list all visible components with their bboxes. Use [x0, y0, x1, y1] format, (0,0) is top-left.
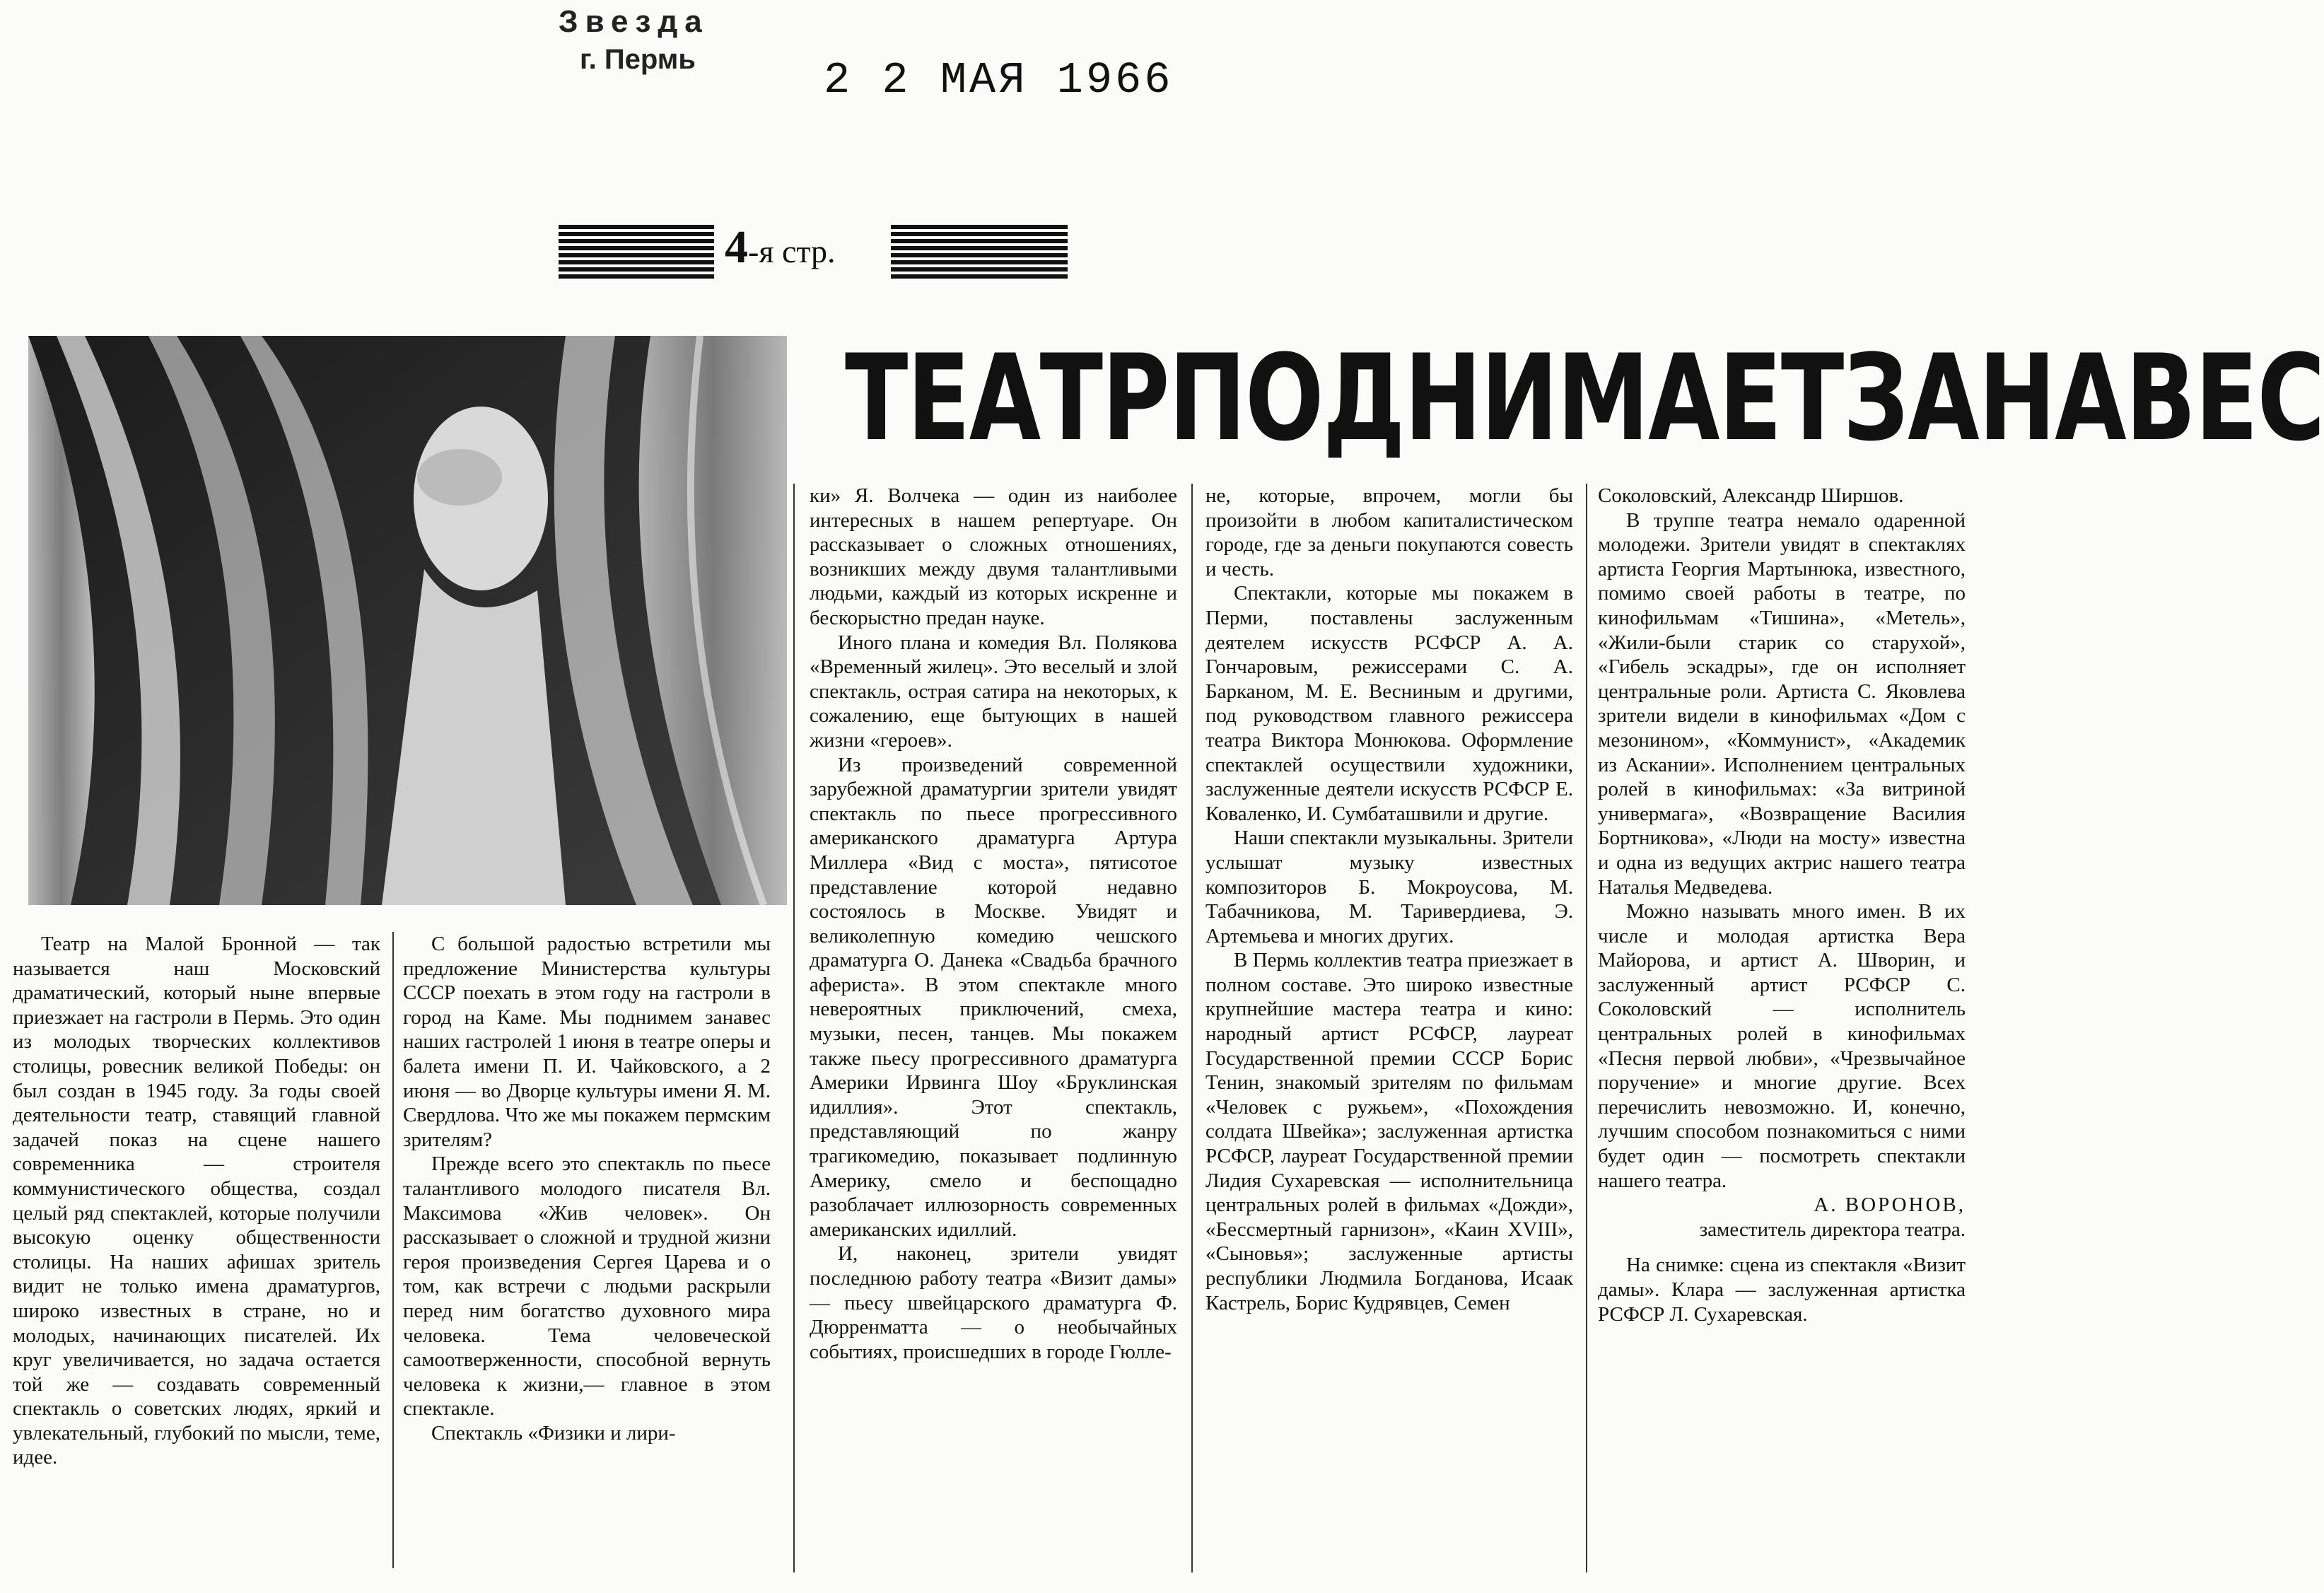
newspaper-name-stamp: Звезда: [559, 4, 709, 39]
date-stamp: 2 2 МАЯ 1966: [824, 55, 1174, 105]
paragraph: Театр на Малой Бронной — так называется наш Московский драматический, который ныне впервые приезжает на гастроли в Пермь. Это один из молодых творческих коллективов столицы, ровесник великой Победы: он был создан в 1945 году. За годы своей деятельности театр, ставящий главной задачей показ на сцене нашего современника — строителя коммунистического общества, создал целый ряд спектаклей, которые получили высокую оценку общественности столицы. На наших афишах зритель видит не только имена драматургов, широко известных в стране, но и молодых, начинающих писателей. Их круг увеличивается, но задача остается той же — создавать современный спектакль о советских людях, яркий и увлекательный, глубокий по мысли, теме, идее.: [13, 933, 380, 1469]
author-title: заместитель директора театра.: [1699, 1218, 1966, 1241]
paragraph: И, наконец, зрители увидят последнюю работу театра «Визит дамы» — пьесу швейцарского драматурга Ф. Дюрренматта — о необычайных событиях, происшедших в городе Гюлле-: [810, 1242, 1177, 1363]
paragraph: ки» Я. Волчека — один из наиболее интересных в нашем репертуаре. Он рассказывает о сложных отношениях, возникших между двумя талантливыми людьми, каждый из которых искренне и бескорыстно предан науке.: [810, 484, 1177, 629]
paragraph: Иного плана и комедия Вл. Полякова «Временный жилец». Это веселый и злой спектакль, острая сатира на некоторых, к сожалению, еще бытующих в нашей жизни «героев».: [810, 631, 1177, 752]
paragraph: Прежде всего это спектакль по пьесе талантливого молодого писателя Вл. Максимова «Жив человек». Он рассказывает о сложной и трудной жизни героя произведения Сергея Царева и о том, как встречи с людьми раскрыли перед ним богатство духовного мира человека. Тема человеческой самоотверженности, способной вернуть человека к жизни,— главное в этом спектакле.: [403, 1153, 771, 1420]
paragraph: В Пермь коллектив театра приезжает в полном составе. Это широко известные крупнейшие мастера театра и кино: народный артист РСФСР, лауреат Государственной премии СССР Борис Тенин, знакомый зрителям по фильмам «Человек с ружьем», «Похождения солдата Швейка»; заслуженная артистка РСФСР, лауреат Государственной премии Лидия Сухаревская — исполнительница центральных ролей в фильмах «Дожди», «Бессмертный гарнизон», «Каин XVIII», «Сыновья»; заслуженные артисты республики Людмила Богданова, Исаак Кастрель, Борис Кудрявцев, Семен: [1205, 949, 1573, 1314]
headline-word-3: ЗАНАВЕС: [1843, 328, 2324, 467]
column-divider: [793, 484, 795, 1572]
author-signature: А. ВОРОНОВ,: [1814, 1194, 1966, 1217]
paragraph: не, которые, впрочем, могли бы произойти в любом капиталистическом городе, где за деньги покупаются совесть и честь.: [1205, 484, 1573, 580]
paragraph: Соколовский, Александр Ширшов.: [1598, 484, 1904, 507]
curtain-scene-image: [28, 336, 787, 905]
paragraph: С большой радостью встретили мы предложение Министерства культуры СССР поехать в этом году на гастроли в город на Каме. Мы поднимем занавес наших гастролей 1 июня в театре оперы и балета имени П. И. Чайковского, а 2 июня — во Дворце культуры имени Я. М. Свердлова. Что же мы покажем пермским зрителям?: [403, 933, 771, 1151]
page-number: 4-я стр.: [725, 221, 836, 273]
article-column-2: [403, 932, 771, 1568]
photo-caption: На снимке: сцена из спектакля «Визит дамы». Клара — заслуженная артистка РСФСР Л. Сухаревская.: [1598, 1254, 1966, 1326]
page-marker-rule-left: [559, 225, 714, 279]
paragraph: Наши спектакли музыкальны. Зрители услышат музыку известных композиторов Б. Мокроусова, М. Табачникова, М. Таривердиева, Э. Артемьева и многих других.: [1205, 827, 1573, 947]
headline: [845, 322, 2324, 474]
article-column-5: [1598, 484, 1966, 1572]
paragraph: Можно называть много имен. В их числе и молодая артистка Вера Майорова, и артист А. Шворин, и заслуженный артист РСФСР С. Соколовский — исполнитель центральных ролей в кинофильмах «Песня первой любви», «Чрезвычайное поручение» и многие другие. Всех перечислить невозможно. И, конечно, лучшим способом познакомиться с ними будет один — посмотреть спектакли нашего театра.: [1598, 900, 1966, 1192]
column-divider: [1586, 484, 1587, 1572]
city-stamp: г. Пермь: [580, 44, 696, 75]
column-divider: [1191, 484, 1193, 1572]
headline-word-2: ПОДНИМАЕТ: [1168, 328, 1843, 467]
article-column-3: [810, 484, 1177, 1572]
paragraph: Из произведений современной зарубежной драматургии зрители увидят спектакль по пьесе прогрессивного американского драматурга Артура Миллера «Вид с моста», пятисотое представление которой недавно состоялось в Москве. Увидят и великолепную комедию чешского драматурга О. Данека «Свадьба брачного афериста». В этом спектакле много невероятных приключений, смеха, музыки, песен, танцев. Мы покажем также пьесу прогрессивного драматурга Америки Ирвинга Шоу «Бруклинская идиллия». Этот спектакль, представляющий по жанру трагикомедию, показывает подлинную Америку, смело и беспощадно разоблачает иллюзорность современных американских идиллий.: [810, 753, 1177, 1241]
article-photo: [28, 336, 787, 905]
page-marker-rule-right: [891, 225, 1068, 279]
column-divider: [392, 932, 394, 1568]
headline-word-1: ТЕАТР: [845, 328, 1169, 467]
page-marker: [559, 221, 1266, 291]
article-column-1: [13, 932, 380, 1568]
article-column-4: [1205, 484, 1573, 1572]
paragraph: В труппе театра немало одаренной молодежи. Зрители увидят в спектаклях артиста Георгия Мартынюка, известного, помимо своей работы в театре, по кинофильмам «Тишина», «Метель», «Жили-были старик со старухой», «Гибель эскадры», где он исполняет центральные роли. Артиста С. Яковлева зрители видели в кинофильмах «Дом с мезонином», «Коммунист», «Академик из Аскании». Исполнением центральных ролей в кинофильмах: «За витриной универмага», «Возвращение Василия Бортникова», «Люди на мосту» известна и одна из ведущих актрис нашего театра Наталья Медведева.: [1598, 508, 1966, 899]
paragraph: Спектакли, которые мы покажем в Перми, поставлены заслуженным деятелем искусств РСФСР А. А. Гончаровым, режиссерами С. А. Барканом, М. Е. Весниным и другими, под руководством главного режиссера театра Виктора Монюкова. Оформление спектаклей осуществили художники, заслуженные деятели искусств РСФСР Е. Коваленко, И. Сумбаташвили и другие.: [1205, 582, 1573, 825]
paragraph: Спектакль «Физики и лири-: [431, 1421, 676, 1445]
